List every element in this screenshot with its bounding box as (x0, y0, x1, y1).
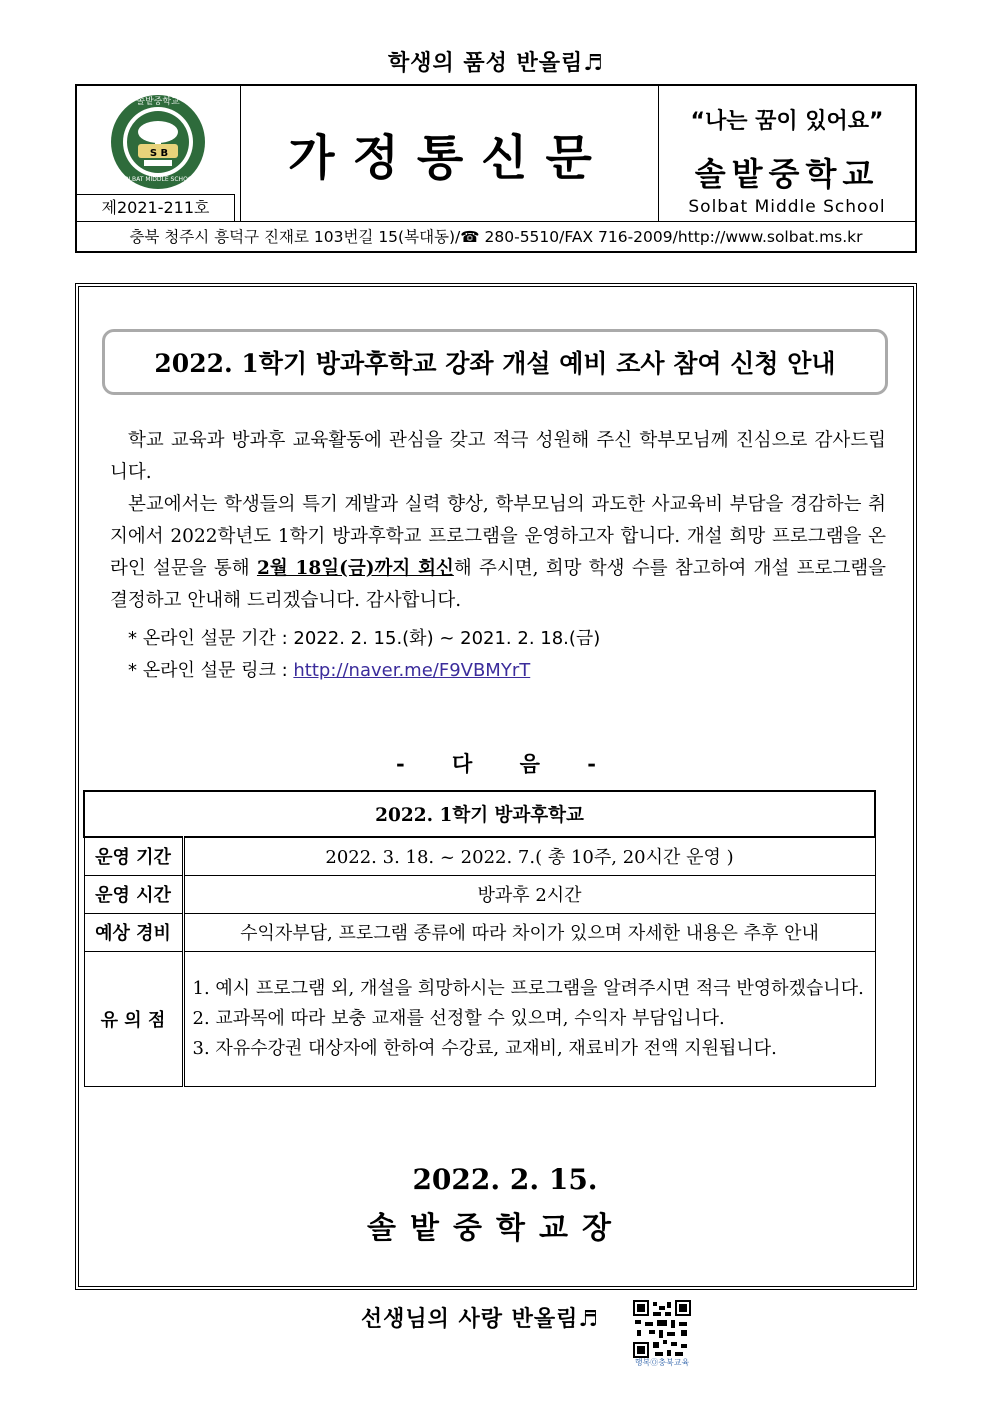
paragraph-1-text: 학교 교육과 방과후 교육활동에 관심을 갖고 적극 성원해 주신 학부모님께 진심으로 감사드립니다. (110, 430, 886, 483)
page-title: 가정통신문 (288, 130, 610, 186)
notes-cell (183, 951, 875, 1086)
issue-date: 2022. 2. 15. (412, 1163, 598, 1196)
table-row-label: 운영 시간 (84, 875, 183, 913)
logo-text-bottom: SOLBAT MIDDLE SCHOOL (120, 176, 196, 183)
table-heading: 2022. 1학기 방과후학교 (84, 791, 875, 837)
motto: “나는 꿈이 있어요” (690, 109, 884, 134)
table-row-value: 수익자부담, 프로그램 종류에 따라 차이가 있으며 자세한 내용은 추후 안내 (183, 913, 875, 951)
qr-code-icon (633, 1300, 691, 1358)
bottom-slogan: 선생님의 사랑 반올림♬ (360, 1307, 600, 1332)
notice-title: 2022. 1학기 방과후학교 강좌 개설 예비 조사 참여 신청 안내 (102, 329, 888, 395)
logo-text-top: 솔밭중학교 (136, 97, 180, 107)
paragraph-2 (110, 489, 886, 617)
letterhead (75, 84, 917, 253)
table-row-value: 방과후 2시간 (183, 875, 875, 913)
survey-period (128, 624, 600, 650)
note-item: 1. 예시 프로그램 외, 개설을 희망하시는 프로그램을 알려주시면 적극 반영하겠습니다. (192, 977, 864, 999)
survey-link-row (128, 656, 530, 682)
survey-period-value: 2022. 2. 15.(화) ~ 2021. 2. 18.(금) (293, 628, 601, 649)
da-eum-heading: - 다 음 - (396, 751, 596, 776)
qr-caption: 행복Ⓞ충북교육 (634, 1358, 690, 1367)
program-table (83, 790, 876, 1087)
reply-deadline: 2월 18일(금)까지 회신 (256, 558, 454, 579)
table-row-value: 2022. 3. 18. ~ 2022. 7.( 총 10주, 20시간 운영 ) (183, 837, 875, 875)
table-row-label: 예상 경비 (84, 913, 183, 951)
survey-period-label: * 온라인 설문 기간 : (128, 628, 294, 649)
principal-signature: 솔밭중학교장 (367, 1211, 625, 1246)
survey-link[interactable]: http://naver.me/F9VBMYrT (293, 660, 531, 681)
issue-number: 제2021-211호 (77, 194, 235, 221)
logo-letters: S B (149, 148, 169, 159)
notes-label: 유 의 점 (84, 951, 183, 1086)
notice-body (110, 425, 886, 617)
paragraph-2-text-b: 해 주시면, 희망 학생 수를 참고하여 개설 프로그램을 결정하고 안내해 드리겠습니다. 감사합니다. (110, 558, 886, 611)
survey-link-label: * 온라인 설문 링크 : (128, 660, 294, 681)
school-address: 충북 청주시 흥덕구 진재로 103번길 15(복대동)/☎ 280-5510/FAX 716-2009/http://www.solbat.ms.kr (129, 228, 863, 246)
note-item: 2. 교과목에 따라 보충 교재를 선정할 수 있으며, 수익자 부담입니다. (192, 1007, 725, 1029)
note-item: 3. 자유수강권 대상자에 한하여 수강료, 교재비, 재료비가 전액 지원됩니다. (192, 1037, 777, 1059)
school-name-en: Solbat Middle School (688, 197, 886, 217)
paragraph-2-text-a: 본교에서는 학생들의 특기 계발과 실력 향상, 학부모님의 과도한 사교육비 부담을 경감하는 취지에서 2022학년도 1학기 방과후학교 프로그램을 운영하고자 합니다. 개설 희망 프로그램을 온라인 설문을 통해 (110, 494, 886, 579)
table-row-label: 운영 기간 (84, 837, 183, 875)
top-slogan: 학생의 품성 반올림♬ (387, 51, 605, 76)
school-name-ko: 솔밭중학교 (694, 155, 880, 193)
paragraph-1 (110, 425, 886, 489)
